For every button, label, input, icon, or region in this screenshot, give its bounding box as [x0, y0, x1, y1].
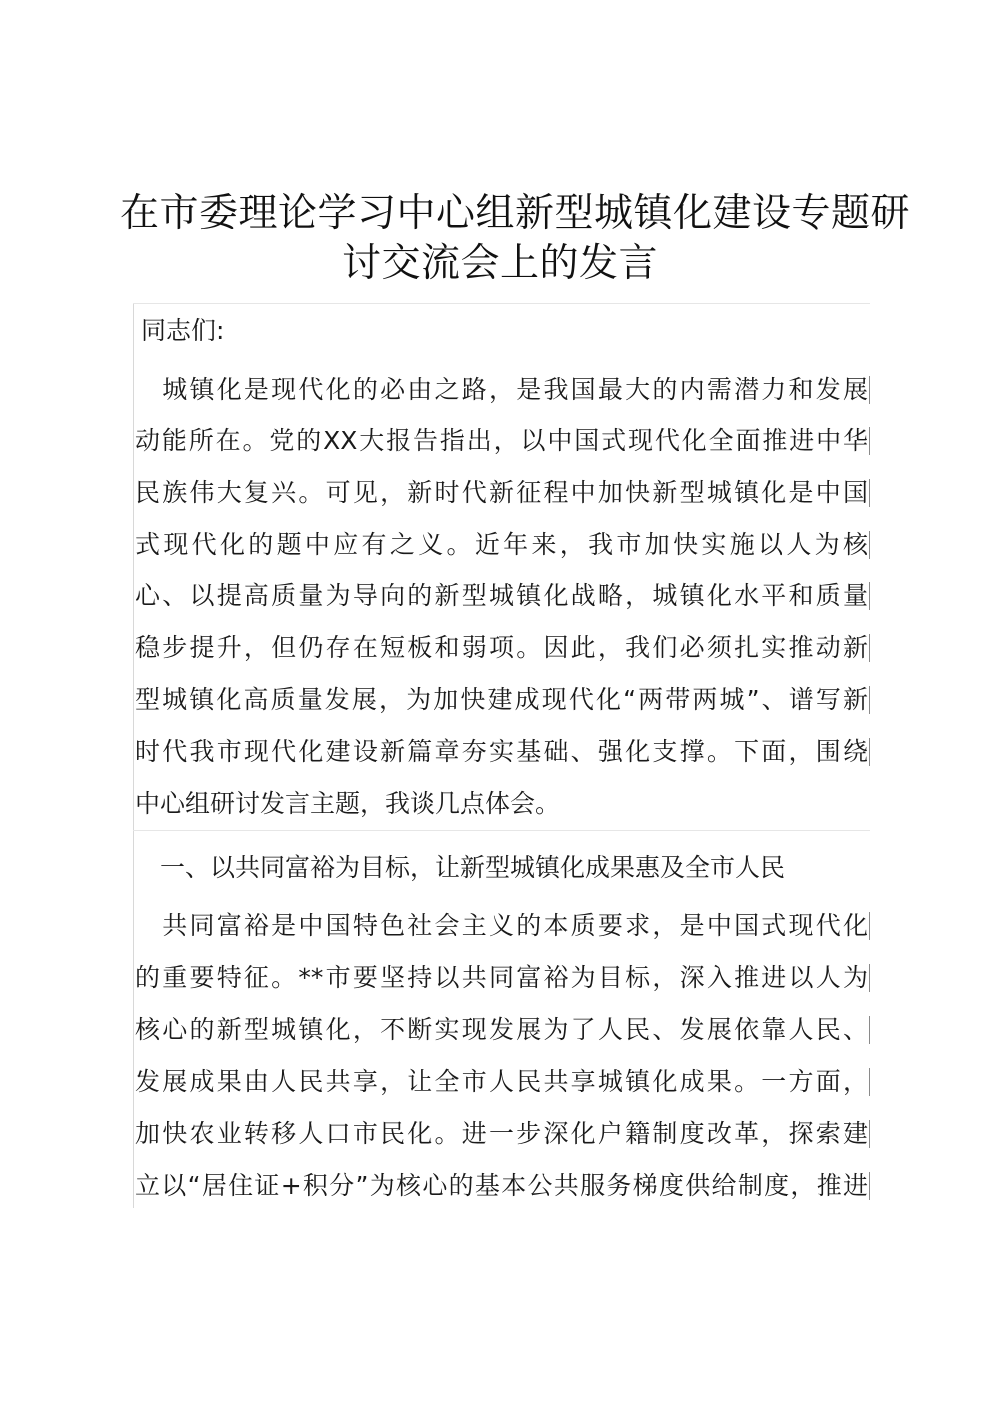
text-frame-top-border: [133, 303, 870, 304]
para1-line-2: 动能所在。党的XX大报告指出，以中国式现代化全面推进中华: [135, 426, 868, 455]
line-end-marker: [869, 912, 870, 940]
para2-line-4: 发展成果由人民共享，让全市人民共享城镇化成果。一方面，: [135, 1067, 868, 1096]
paragraph-divider: [133, 830, 870, 831]
para2-line-2: 的重要特征。**市要坚持以共同富裕为目标，深入推进以人为: [135, 963, 868, 992]
para2-line-3: 核心的新型城镇化，不断实现发展为了人民、发展依靠人民、: [135, 1015, 868, 1044]
line-end-marker: [869, 634, 870, 662]
para1-line-8: 时代我市现代化建设新篇章夯实基础、强化支撑。下面，围绕: [135, 737, 868, 766]
line-end-marker: [869, 531, 870, 559]
para2-line-1: 共同富裕是中国特色社会主义的本质要求，是中国式现代化: [135, 911, 868, 940]
line-end-marker: [869, 964, 870, 992]
para1-line-3: 民族伟大复兴。可见，新时代新征程中加快新型城镇化是中国: [135, 478, 868, 507]
para2-line-5: 加快农业转移人口市民化。进一步深化户籍制度改革，探索建: [135, 1119, 868, 1148]
para2-line-6: 立以“居住证+积分”为核心的基本公共服务梯度供给制度，推进: [135, 1171, 868, 1200]
line-end-marker: [869, 1120, 870, 1148]
line-end-marker: [869, 738, 870, 766]
line-end-marker: [869, 686, 870, 714]
line-end-marker: [869, 479, 870, 507]
para1-line-9: 中心组研讨发言主题，我谈几点体会。: [135, 789, 561, 818]
text-frame-left-border: [133, 303, 134, 1208]
para1-line-5: 心、以提高质量为导向的新型城镇化战略，城镇化水平和质量: [135, 581, 868, 610]
line-end-marker: [869, 427, 870, 455]
line-end-marker: [869, 1172, 870, 1200]
salutation: 同志们:: [141, 316, 225, 345]
document-title-line-2: 讨交流会上的发言: [341, 241, 658, 286]
line-end-marker: [869, 582, 870, 610]
para1-line-1: 城镇化是现代化的必由之路，是我国最大的内需潜力和发展: [135, 375, 868, 404]
document-title-line-1: 在市委理论学习中心组新型城镇化建设专题研: [120, 191, 911, 236]
para1-line-6: 稳步提升，但仍存在短板和弱项。因此，我们必须扎实推动新: [135, 633, 868, 662]
line-end-marker: [869, 1016, 870, 1044]
line-end-marker: [869, 1068, 870, 1096]
para1-line-7: 型城镇化高质量发展，为加快建成现代化“两带两城”、谱写新: [135, 685, 868, 714]
para1-line-4: 式现代化的题中应有之义。近年来，我市加快实施以人为核: [135, 530, 868, 559]
section-heading-1: 一、以共同富裕为目标，让新型城镇化成果惠及全市人民: [135, 853, 786, 882]
line-end-marker: [869, 376, 870, 404]
